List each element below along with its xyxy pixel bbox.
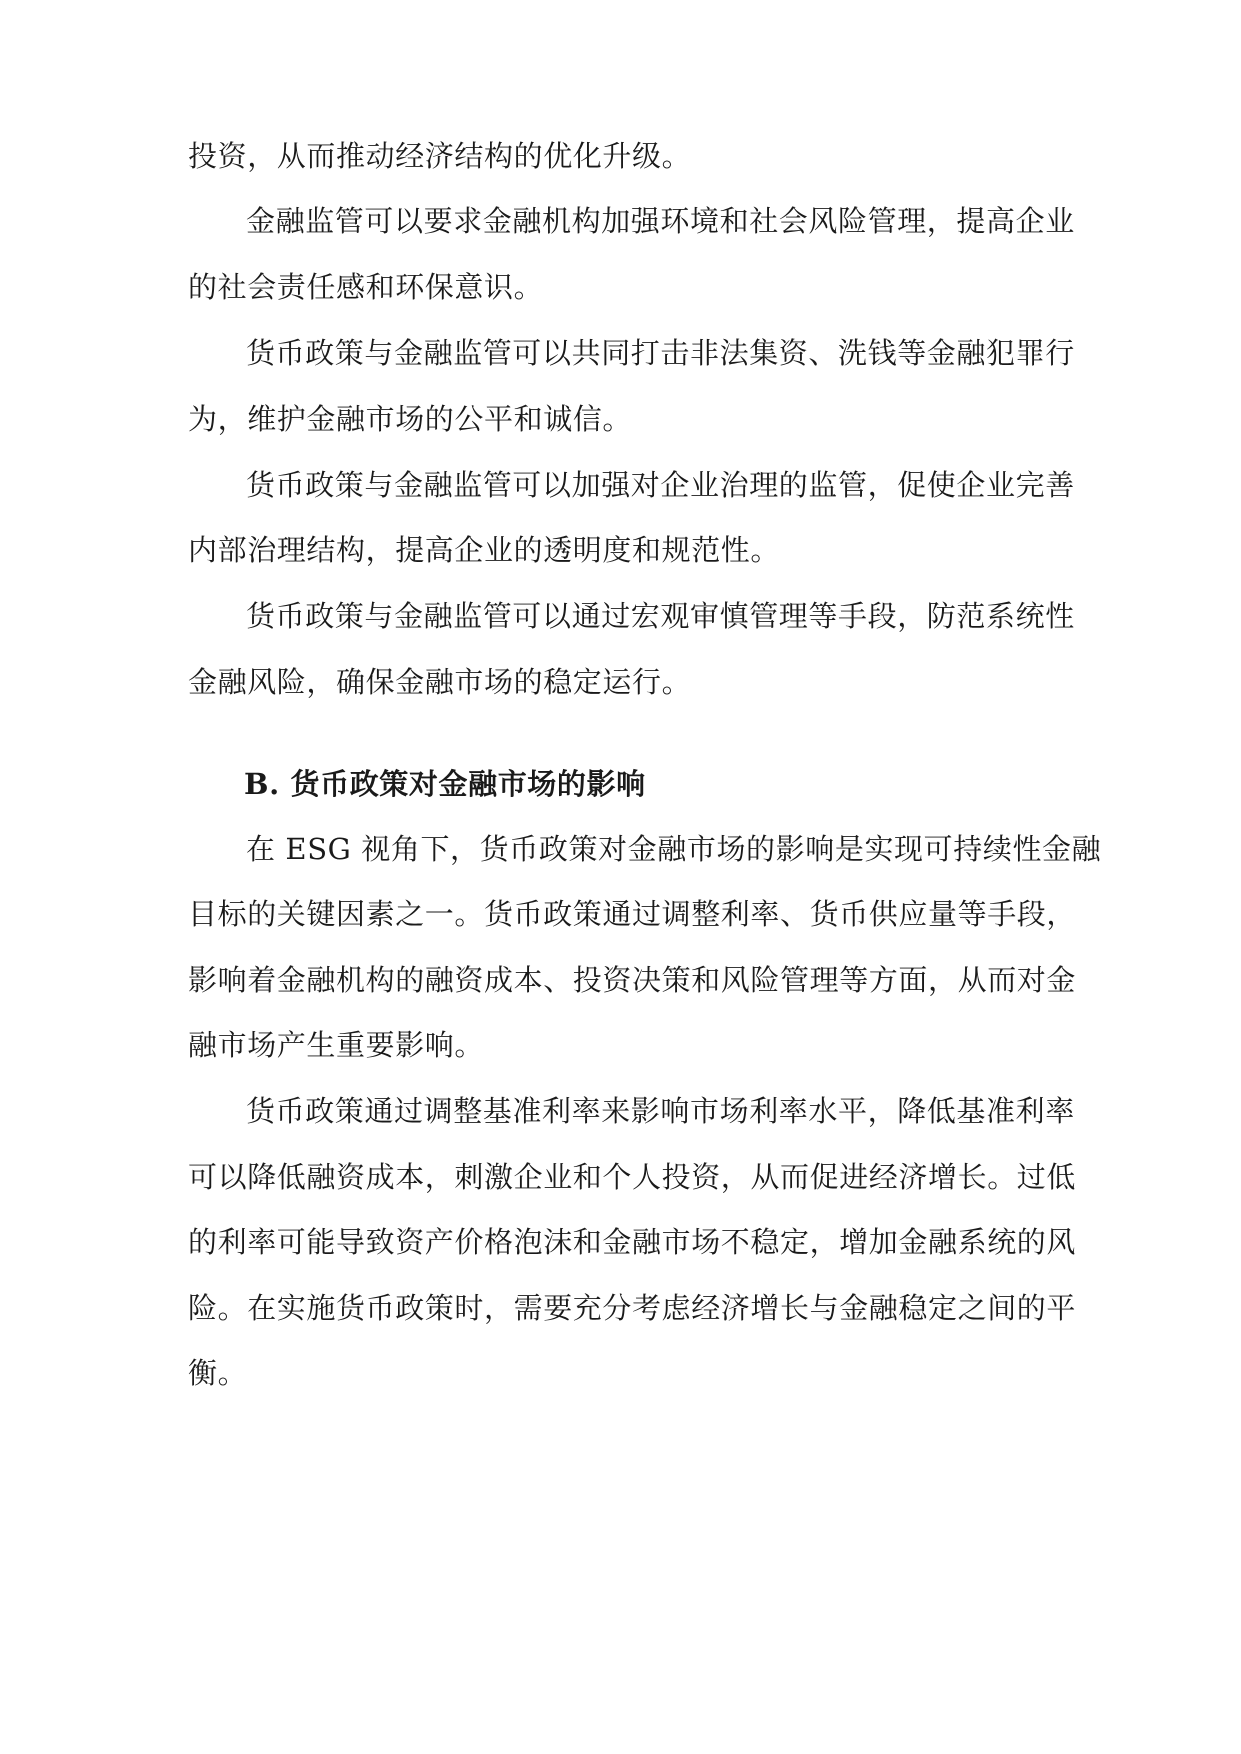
paragraph-line: 衡。 [188, 1356, 248, 1390]
paragraph-line: 投资，从而推动经济结构的优化升级。 [188, 139, 692, 173]
paragraph-line: 的利率可能导致资产价格泡沫和金融市场不稳定，增加金融系统的风 [188, 1225, 1077, 1259]
paragraph-line: 货币政策与金融监管可以共同打击非法集资、洗钱等金融犯罪行 [246, 336, 1075, 370]
paragraph-line: 融市场产生重要影响。 [188, 1028, 485, 1062]
paragraph-line: 的社会责任感和环保意识。 [188, 270, 544, 304]
paragraph-line: 金融监管可以要求金融机构加强环境和社会风险管理，提高企业 [246, 204, 1075, 238]
paragraph-line: 货币政策与金融监管可以通过宏观审慎管理等手段，防范系统性 [246, 599, 1075, 633]
paragraph-line: 为，维护金融市场的公平和诚信。 [188, 402, 633, 436]
paragraph-line: 险。在实施货币政策时，需要充分考虑经济增长与金融稳定之间的平 [188, 1291, 1077, 1325]
paragraph-line: 可以降低融资成本，刺激企业和个人投资，从而促进经济增长。过低 [188, 1160, 1077, 1194]
paragraph-line: 金融风险，确保金融市场的稳定运行。 [188, 665, 692, 699]
paragraph-line: 影响着金融机构的融资成本、投资决策和风险管理等方面，从而对金 [188, 963, 1077, 997]
paragraph-line: 目标的关键因素之一。货币政策通过调整利率、货币供应量等手段， [188, 897, 1077, 931]
paragraph-line: 内部治理结构，提高企业的透明度和规范性。 [188, 533, 781, 567]
paragraph-line: 在 ESG 视角下，货币政策对金融市场的影响是实现可持续性金融 [246, 832, 1102, 866]
paragraph-line: 货币政策通过调整基准利率来影响市场利率水平，降低基准利率 [246, 1094, 1075, 1128]
section-heading: B. 货币政策对金融市场的影响 [244, 767, 646, 801]
paragraph-line: 货币政策与金融监管可以加强对企业治理的监管，促使企业完善 [246, 468, 1075, 502]
